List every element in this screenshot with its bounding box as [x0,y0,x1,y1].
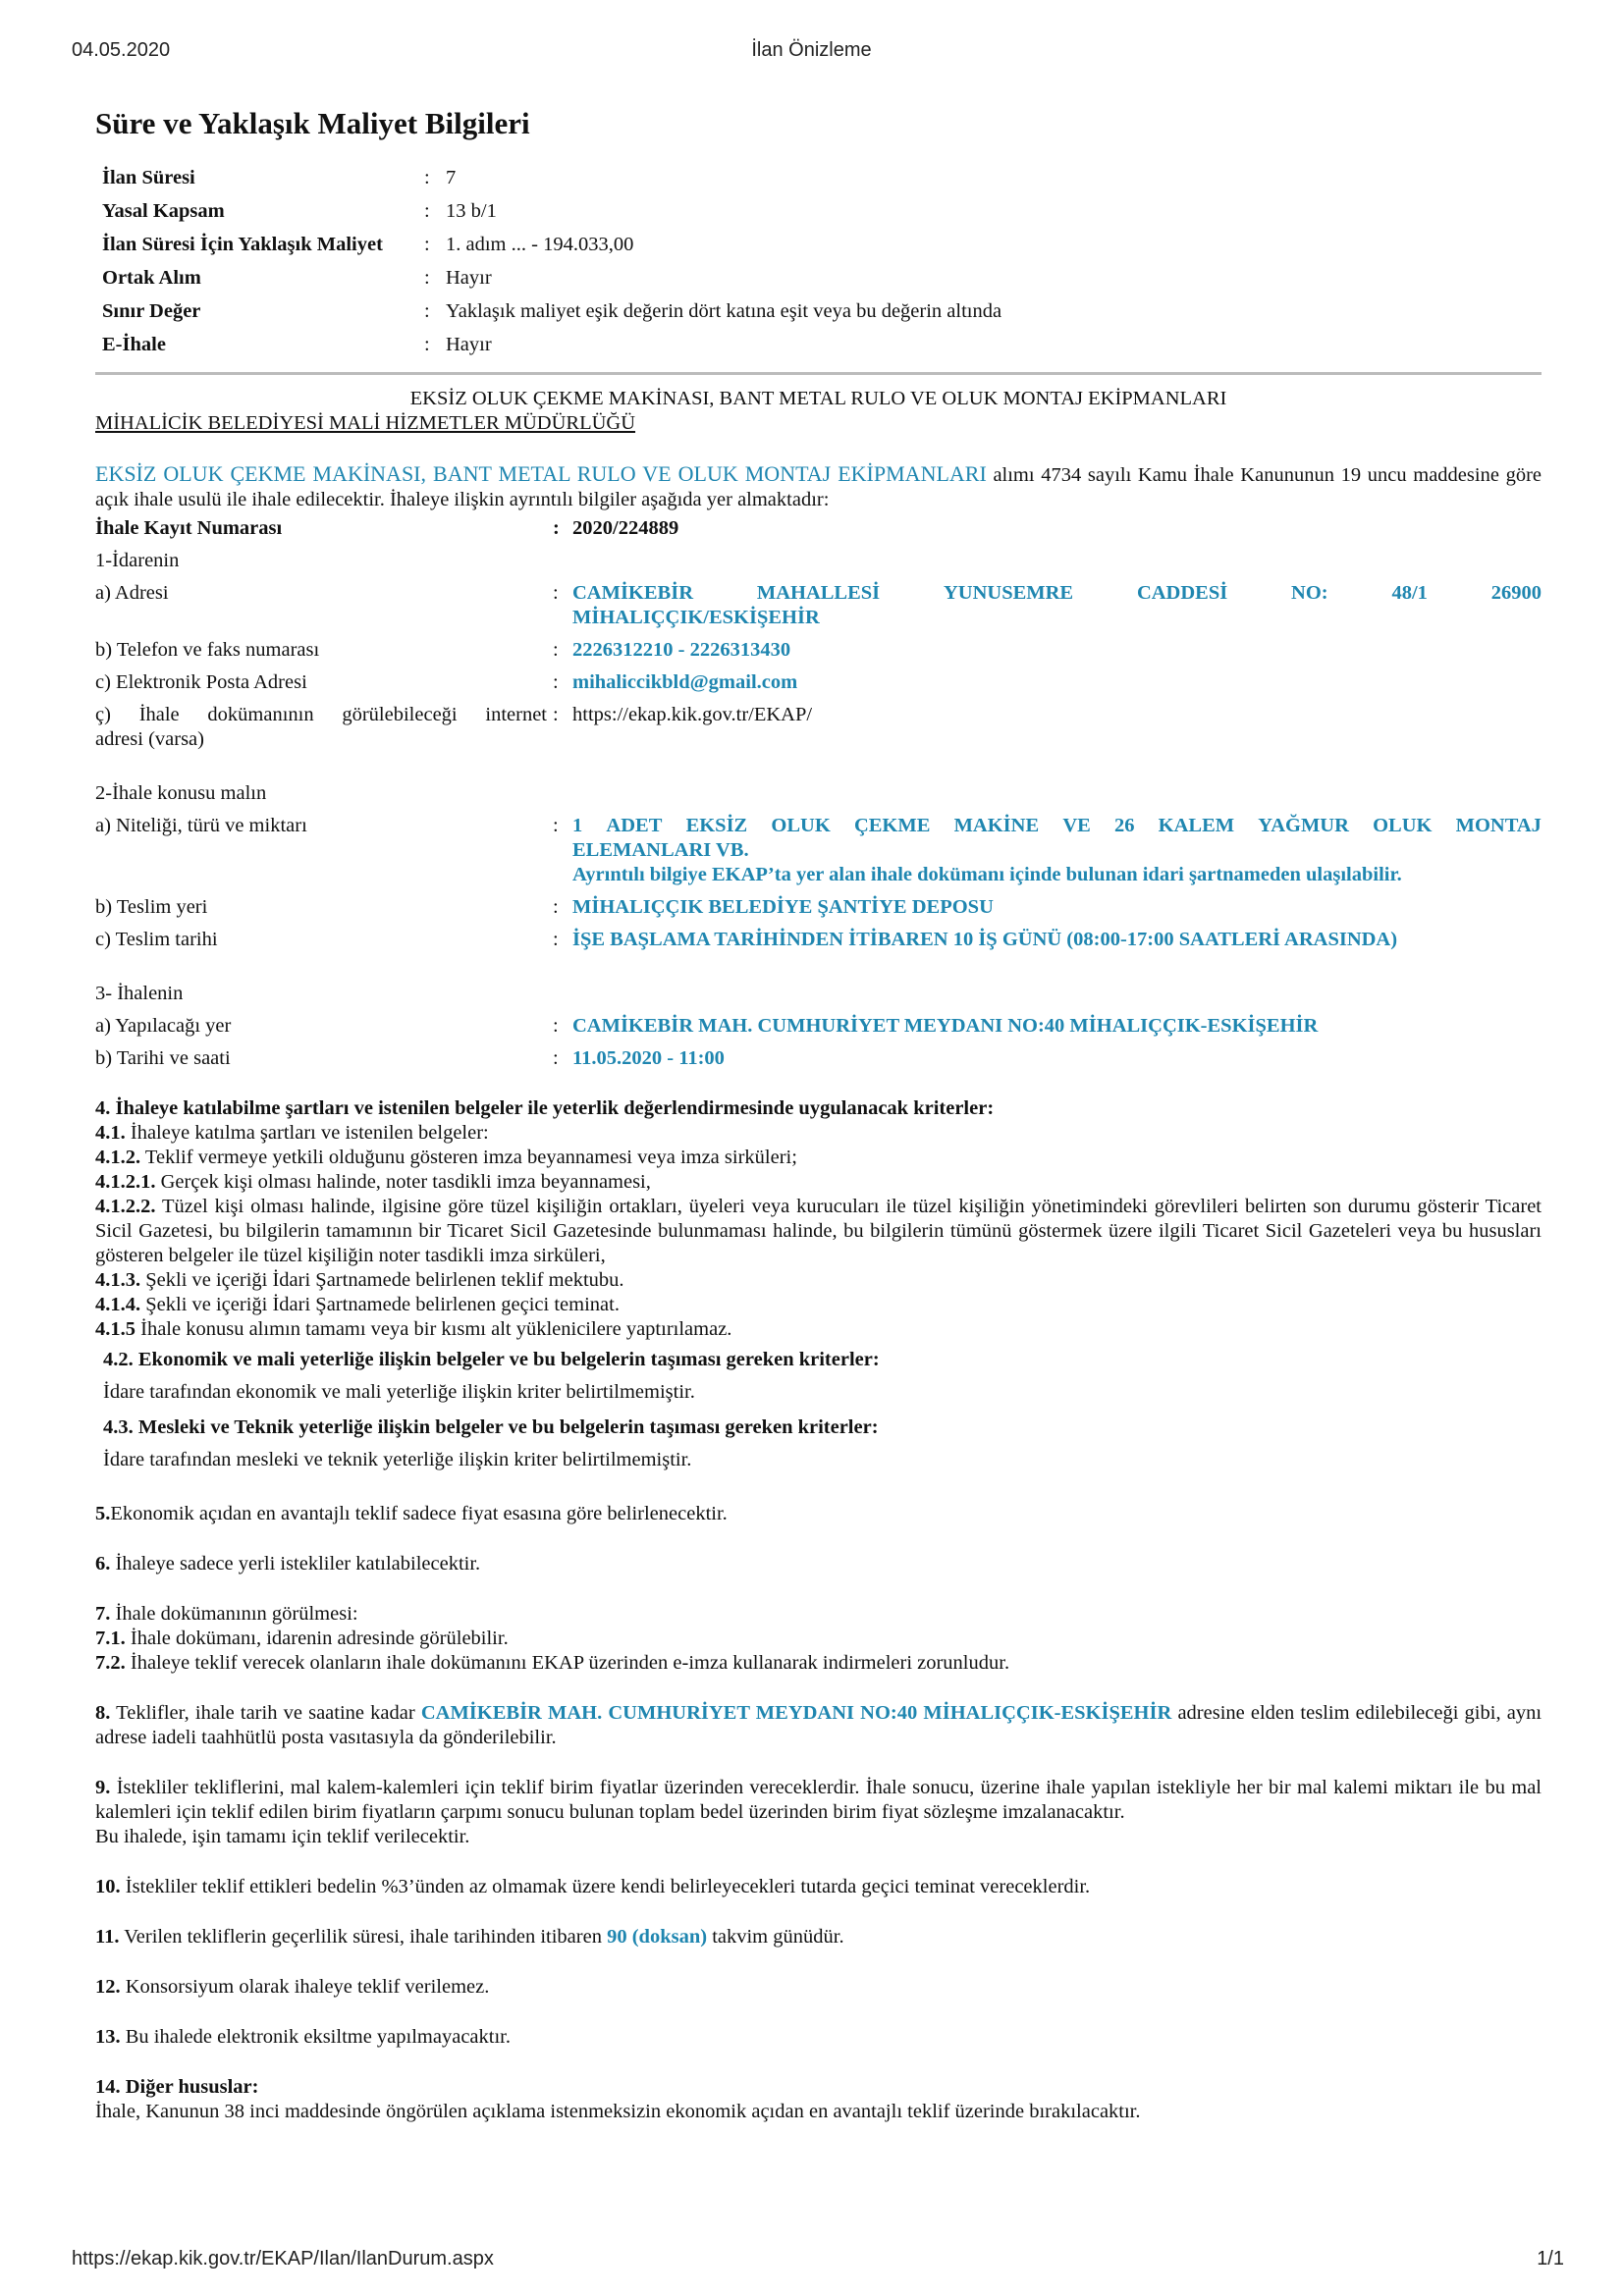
delivery-date-label: c) Teslim tarihi [95,929,218,950]
colon: : [553,704,559,725]
details-table [95,516,1542,1071]
summary-value: Hayır [446,334,492,355]
section-11: 11. Verilen tekliflerin geçerlilik süresi, ihale tarihinden itibaren 90 (doksan) takvim günüdür. [95,1926,844,1948]
colon: : [424,267,430,289]
section-8: 8. Teklifler, ihale tarih ve saatine kadar CAMİKEBİR MAH. CUMHURİYET MEYDANI NO:40 MİHALIÇÇIK-ESKİŞEHİR adresine elden teslim edilebileceği gibi, aynı adrese iadeli taahhütlü posta vasıtasıyla da gönderilebilir. [95,1702,1542,1748]
colon: : [553,1015,559,1037]
colon: : [553,582,559,604]
page-number: 1/1 [1537,2248,1564,2269]
nature-label: a) Niteliği, türü ve miktarı [95,815,307,836]
summary-value: 1. adım ... - 194.033,00 [446,234,634,255]
intro-text-2: maddesine göre açık ihale usulü ile ihale edilecektir. İhaleye ilişkin ayrıntılı bilgiler aşağıda yer almaktadır: [95,464,1542,510]
tender-place-label: a) Yapılacağı yer [95,1015,232,1037]
phone-value: 2226312210 - 2226313430 [572,639,791,661]
s4-3-heading: 4.3. Mesleki ve Teknik yeterliğe ilişkin belgeler ve bu belgelerin taşıması gereken kriterler: [103,1416,879,1438]
goods-heading: 2-İhale konusu malın [95,782,267,804]
delivery-place-value: MİHALIÇÇIK BELEDİYE ŞANTİYE DEPOSU [572,896,994,918]
web-value: https://ekap.kik.gov.tr/EKAP/ [572,704,813,725]
summary-label: İlan Süresi [102,167,195,188]
tender-place-value: CAMİKEBİR MAH. CUMHURİYET MEYDANI NO:40 MİHALIÇÇIK-ESKİŞEHİR [572,1015,1319,1037]
section-9: 9. İstekliler tekliflerini, mal kalem-kalemleri için teklif birim fiyatlar üzerinden vereceklerdir. İhale sonucu, üzerine ihale yapılan istekliyle her bir mal kalemi miktarı ile bu mal kalemleri için teklif edilen birim fiyatların çarpımı sonucu bulunan toplam bedel üzerinden birim fiyat sözleşme imzalanacaktır. Bu ihalede, işin tamamı için teklif verilecektir. [95,1777,1542,1847]
summary-row [95,299,1001,333]
summary-value: 7 [446,167,457,188]
summary-value: Yaklaşık maliyet eşik değerin dört katına eşit veya bu değerin altında [446,300,1002,322]
admin-heading: 1-İdarenin [95,550,180,571]
subject-heading: EKSİZ OLUK ÇEKME MAKİNASI, BANT METAL RULO VE OLUK MONTAJ EKİPMANLARI [409,388,1227,409]
s4-heading: 4. İhaleye katılabilme şartları ve istenilen belgeler ile yeterlik değerlendirmesinde uygulanacak kriterler: [95,1097,995,1119]
section-12: 12. Konsorsiyum olarak ihaleye teklif verilemez. [95,1976,490,1998]
print-title: İlan Önizleme [751,39,872,61]
summary-table [95,166,1001,366]
colon: : [424,234,430,255]
email-label: c) Elektronik Posta Adresi [95,671,307,693]
divider [95,372,1542,375]
tender-datetime-label: b) Tarihi ve saati [95,1047,231,1069]
intro-paragraph [95,461,1542,512]
summary-label: Ortak Alım [102,267,201,289]
s4-2-text: İdare tarafından ekonomik ve mali yeterliğe ilişkin kriter belirtilmemiştir. [103,1381,695,1403]
summary-row [95,333,1001,366]
intro-subject: EKSİZ OLUK ÇEKME MAKİNASI, BANT METAL RULO VE OLUK MONTAJ EKİPMANLARI [95,461,987,486]
address-value [572,573,1542,630]
summary-value: Hayır [446,267,492,289]
colon: : [553,671,559,693]
address-line-1: CAMİKEBİR MAHALLESİ YUNUSEMRE CADDESİ NO: 48/1 26900 [572,582,1542,604]
summary-value: 13 b/1 [446,200,497,222]
authority-name: MİHALİCİK BELEDİYESİ MALİ HİZMETLER MÜDÜRLÜĞÜ [95,412,636,434]
tender-heading: 3- İhalenin [95,983,184,1004]
summary-label: Yasal Kapsam [102,200,225,222]
colon: : [553,815,559,836]
section-7: 7. İhale dokümanının görülmesi: 7.1. İhale dokümanı, idarenin adresinde görülebilir. 7.2. İhaleye teklif verecek olanların ihale dokümanını EKAP üzerinden e-imza kullanarak indirmeleri zorunludur. [95,1603,1010,1674]
phone-label: b) Telefon ve faks numarası [95,639,320,661]
summary-label: Sınır Değer [102,300,201,322]
summary-row [95,199,1001,233]
section-13: 13. Bu ihalede elektronik eksiltme yapılmayacaktır. [95,2026,511,2048]
intro-text-1: alımı 4734 sayılı Kamu İhale Kanununun 19 uncu [993,464,1407,486]
colon: : [424,300,430,322]
section-14: 14. Diğer hususlar: İhale, Kanunun 38 inci maddesinde öngörülen açıklama istenmeksizin ekonomik açıdan en avantajlı teklif üzerinde bırakılacaktır. [95,2076,1141,2122]
summary-label: İlan Süresi İçin Yaklaşık Maliyet [102,234,383,255]
print-date: 04.05.2020 [72,39,171,61]
web-label: ç) İhale dokümanının görülebileceği internet adresi (varsa) [95,704,547,750]
colon: : [424,200,430,222]
tender-datetime-value: 11.05.2020 - 11:00 [572,1047,725,1069]
section-6: 6. İhaleye sadece yerli istekliler katılabilecektir. [95,1553,481,1575]
colon: : [424,167,430,188]
page-url: https://ekap.kik.gov.tr/EKAP/Ilan/IlanDurum.aspx [72,2248,494,2269]
nature-value: 1 ADET EKSİZ OLUK ÇEKME MAKİNE VE 26 KALEM YAĞMUR OLUK MONTAJ ELEMANLARI VB. Ayrıntılı bilgiye EKAP’ta yer alan ihale dokümanı içinde bulunan idari şartnameden ulaşılabilir. [572,815,1542,885]
summary-row [95,233,1001,266]
section-title: Süre ve Yaklaşık Maliyet Bilgileri [95,106,530,140]
section-10: 10. İstekliler teklif ettikleri bedelin %3’ünden az olmamak üzere kendi belirleyecekleri tutarda geçici teminat vereceklerdir. [95,1876,1091,1897]
s4-3-text: İdare tarafından mesleki ve teknik yeterliğe ilişkin kriter belirtilmemiştir. [103,1449,692,1470]
section-5: 5.Ekonomik açıdan en avantajlı teklif sadece fiyat esasına göre belirlenecektir. [95,1503,728,1524]
colon: : [553,1047,559,1069]
s4-2-heading: 4.2. Ekonomik ve mali yeterliğe ilişkin belgeler ve bu belgelerin taşıması gereken kriterler: [103,1349,880,1370]
colon: : [553,639,559,661]
colon: : [553,896,559,918]
summary-row [95,266,1001,299]
address-label: a) Adresi [95,582,169,604]
colon: : [424,334,430,355]
summary-row [95,166,1001,199]
delivery-place-label: b) Teslim yeri [95,896,208,918]
summary-label: E-İhale [102,334,166,355]
colon: : [553,517,560,539]
registry-label: İhale Kayıt Numarası [95,517,283,539]
colon: : [553,929,559,950]
notice-content [95,106,1542,2124]
section-4: 4. İhaleye katılabilme şartları ve istenilen belgeler ile yeterlik değerlendirmesinde uygulanacak kriterler: 4.1. İhaleye katılma şartları ve istenilen belgeler: 4.1.2. Teklif vermeye yetkili olduğunu gösteren imza beyannamesi veya imza sirküleri; 4.1.2.1. Gerçek kişi olması halinde, noter tasdikli imza beyannamesi, 4.1.2.2. Tüzel kişi olması halinde, ilgisine göre tüzel kişiliğin ortakları, üyeleri veya kurucuları ile tüzel kişiliğin yönetimindeki görevlileri belirten son durumu gösterir Ticaret Sicil Gazetesi, bu bilgilerin tamamının bir Ticaret Sicil Gazetesinde bulunmaması halinde, bu bilgilerin tümünü göstermek üzere ilgili Ticaret Sicil Gazeteleri veya bu hususları gösteren belgeler ile tüzel kişiliğin noter tasdikli imza sirküleri, 4.1.3. Şekli ve içeriği İdari Şartnamede belirlenen teklif mektubu. 4.1.4. Şekli ve içeriği İdari Şartnamede belirlenen geçici teminat. 4.1.5 İhale konusu alımın tamamı veya bir kısmı alt yüklenicilere yaptırılamaz. 4.2. Ekonomik ve mali yeterliğe ilişkin belgeler ve bu belgelerin taşıması gereken kriterler: İdare tarafından ekonomik ve mali yeterliğe ilişkin kriter belirtilmemiştir. 4.3. Mesleki ve Teknik yeterliğe ilişkin belgeler ve bu belgelerin taşıması gereken kriterler: İdare tarafından mesleki ve teknik yeterliğe ilişkin kriter belirtilmemiştir. [95,1097,1542,1470]
email-value: mihaliccikbld@gmail.com [572,671,798,693]
address-line-2: MİHALIÇÇIK/ESKİŞEHİR [572,607,820,628]
registry-value: 2020/224889 [572,517,679,539]
delivery-date-value: İŞE BAŞLAMA TARİHİNDEN İTİBAREN 10 İŞ GÜNÜ (08:00-17:00 SAATLERİ ARASINDA) [572,929,1398,950]
